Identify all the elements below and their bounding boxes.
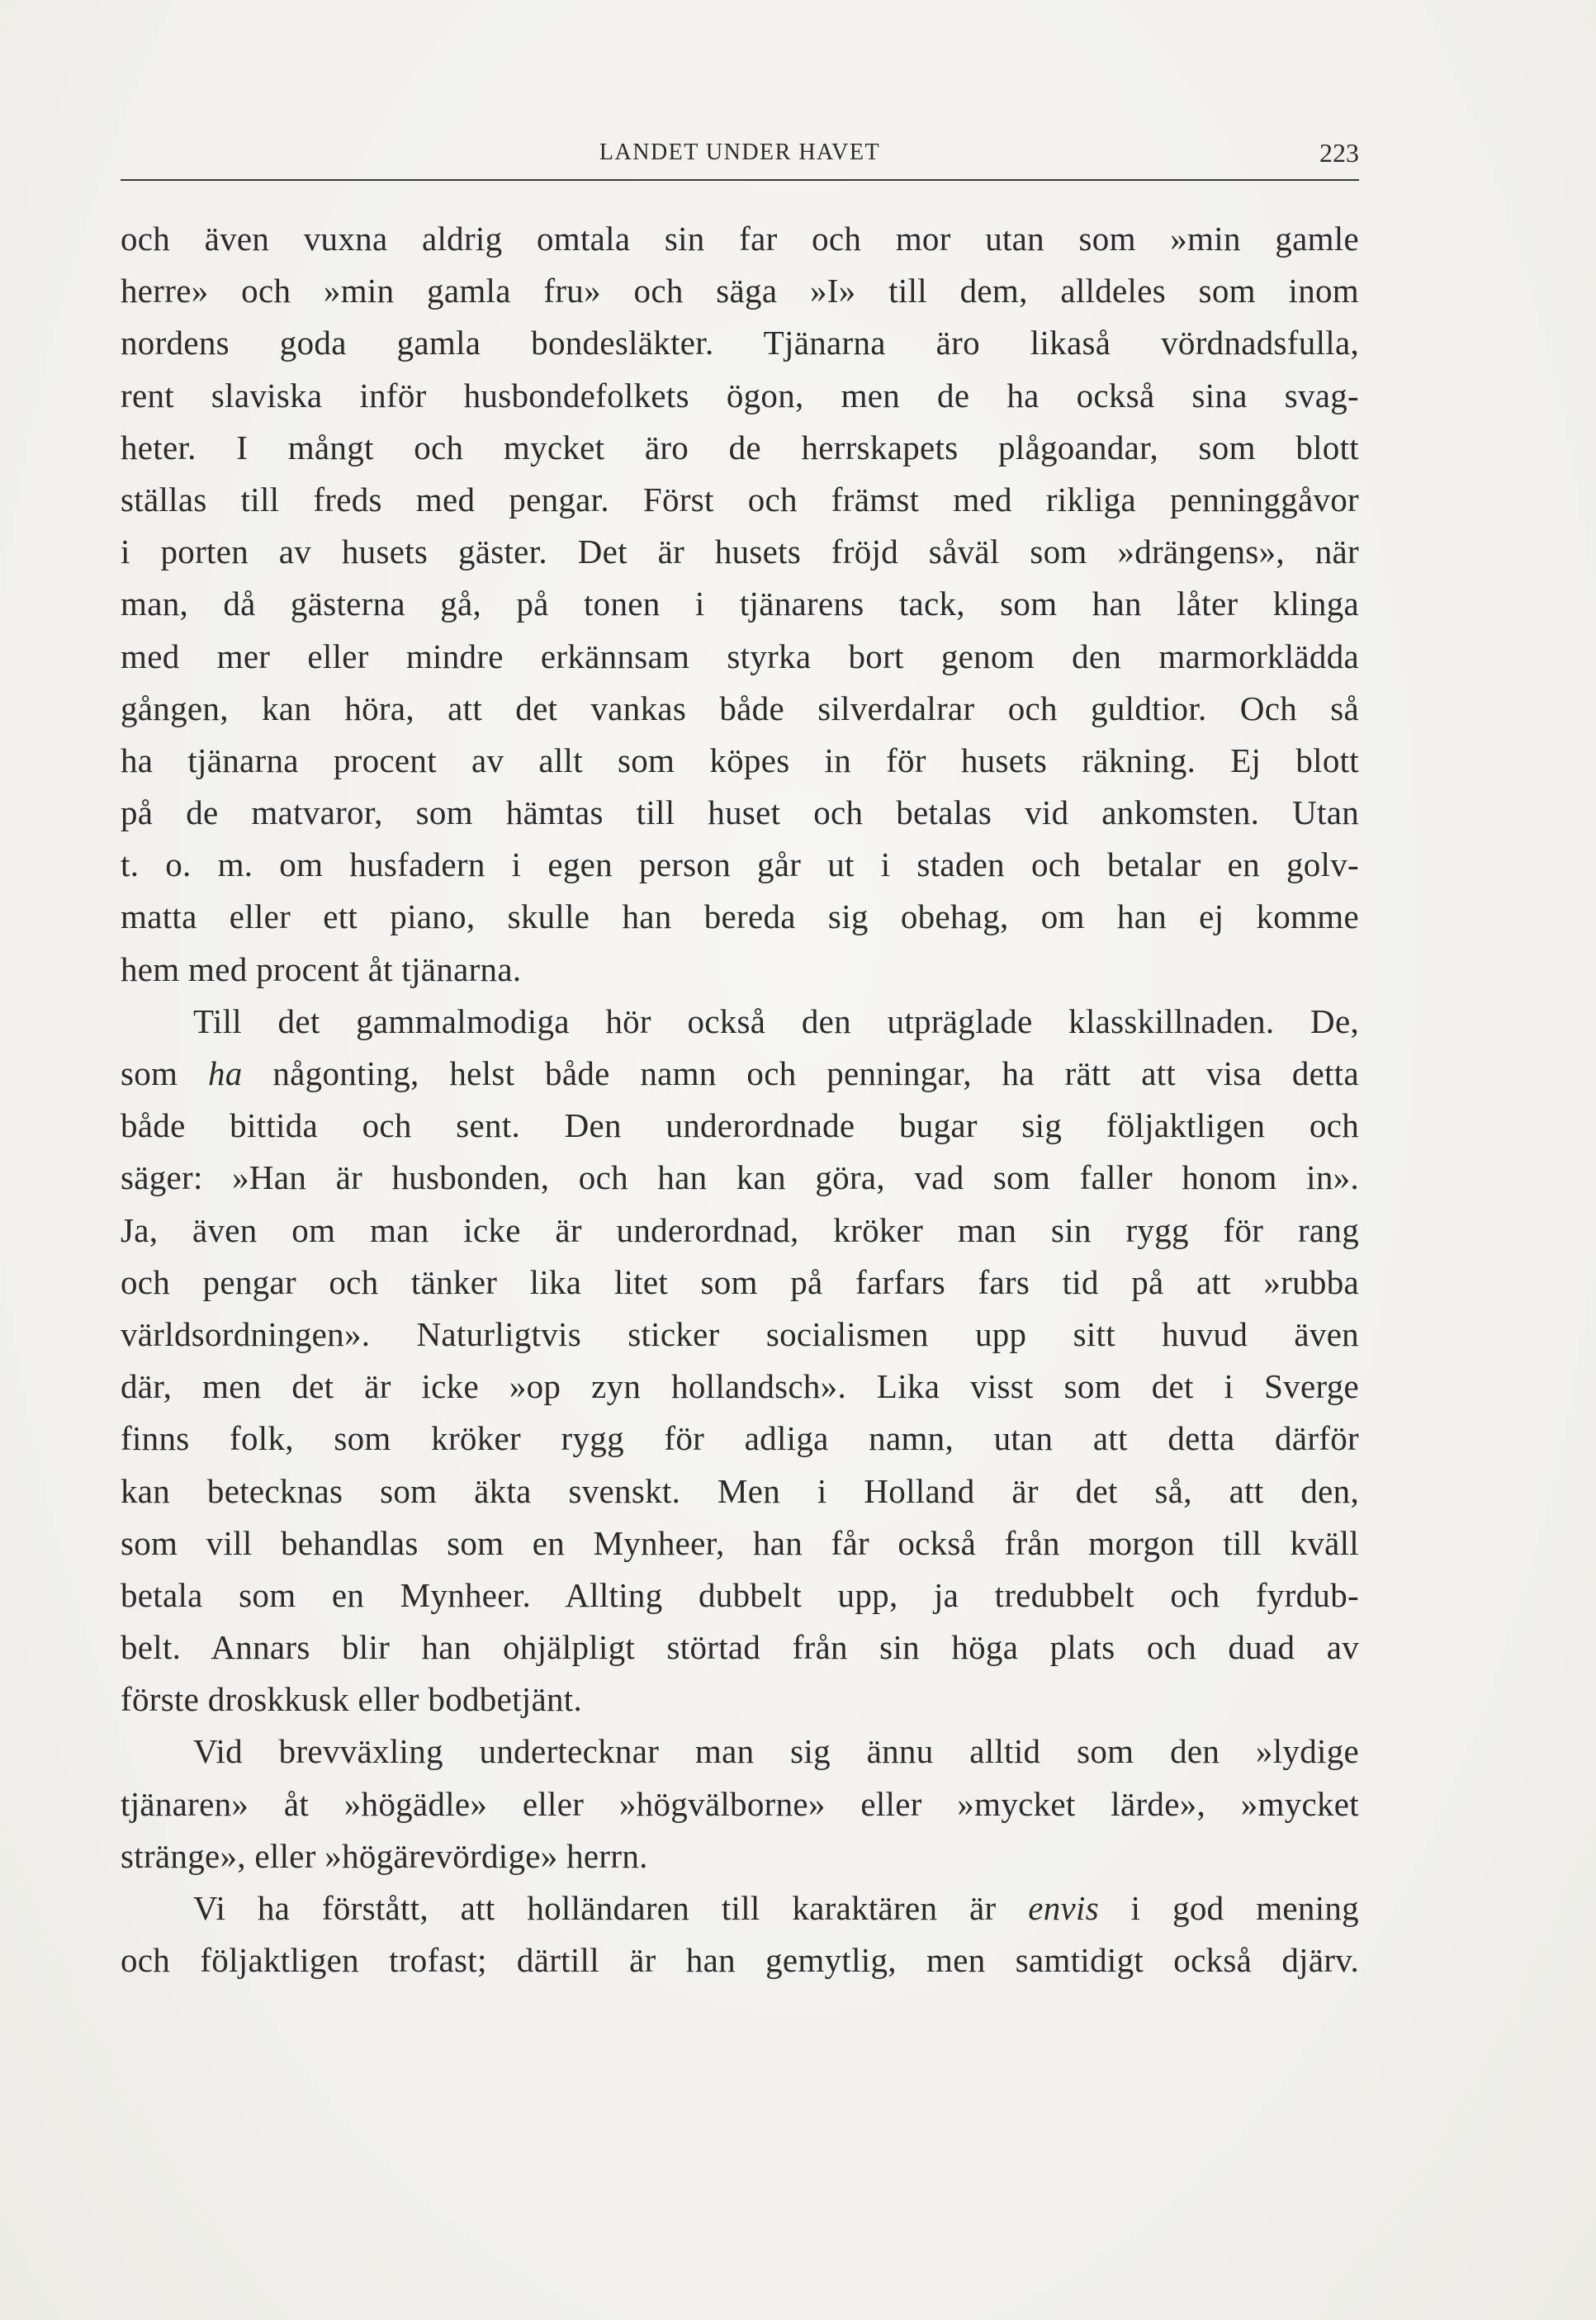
text-line (121, 1309, 1359, 1361)
text-line-content: matta eller ett piano, skulle han bereda sig obehag, om han ej komme (121, 897, 1359, 936)
text-line (121, 1778, 1359, 1830)
text-line (121, 1205, 1359, 1257)
text-line-content: och pengar och tänker lika litet som på farfars fars tid på att »rubba (121, 1262, 1359, 1301)
text-line-content: belt. Annars blir han ohjälpligt störtad från sin höga plats och duad av (121, 1628, 1359, 1667)
text-line (121, 1048, 1359, 1100)
text-line-content: heter. I mångt och mycket äro de herrskapets plågoandar, som blott (121, 428, 1359, 466)
text-line (121, 683, 1359, 735)
header-rule (121, 179, 1359, 181)
text-line (121, 1726, 1359, 1778)
text-line-content: rent slaviska inför husbondefolkets ögon, men de ha också sina svag- (121, 376, 1359, 414)
text-segment: som (121, 1054, 208, 1092)
text-line-content: gången, kan höra, att det vankas både silverdalrar och guldtior. Och så (121, 689, 1359, 727)
text-line (121, 891, 1359, 943)
text-line-content: herre» och »min gamla fru» och säga »I» till dem, alldeles som inom (121, 272, 1359, 310)
text-line-content: man, då gästerna gå, på tonen i tjänarens tack, som han låter klinga (121, 585, 1359, 623)
text-segment: i god mening (1098, 1889, 1359, 1927)
text-line (121, 213, 1359, 265)
text-line-content: ha tjänarna procent av allt som köpes in för husets räkning. Ej blott (121, 741, 1359, 779)
text-line (121, 735, 1359, 787)
text-line-content: säger: »Han är husbonden, och han kan göra, vad som faller honom in». (121, 1158, 1359, 1197)
text-line (121, 1674, 1359, 1726)
text-line (121, 787, 1359, 839)
text-line (121, 526, 1359, 578)
text-line-content: på de matvaror, som hämtas till huset och betalas vid ankomsten. Utan (121, 793, 1359, 832)
text-line-content: och även vuxna aldrig omtala sin far och mor utan som »min gamle (121, 220, 1359, 258)
text-line (121, 1413, 1359, 1465)
text-line (121, 317, 1359, 369)
text-line (121, 1622, 1359, 1674)
text-line-content: Ja, även om man icke är underordnad, kröker man sin rygg för rang (121, 1210, 1359, 1249)
text-line (121, 839, 1359, 891)
text-line-content: världsordningen». Naturligtvis sticker socialismen upp sitt huvud även (121, 1314, 1359, 1353)
text-line-content: i porten av husets gäster. Det är husets fröjd såväl som »drängens», när (121, 533, 1359, 571)
text-line (121, 474, 1359, 526)
text-line-content: kan betecknas som äkta svenskt. Men i Holland är det så, att den, (121, 1471, 1359, 1510)
text-line-content (193, 1882, 1359, 1934)
text-line (121, 1100, 1359, 1152)
text-line (121, 1934, 1359, 1986)
text-line (121, 996, 1359, 1048)
text-line-content: som vill behandlas som en Mynheer, han får också från morgon till kväll (121, 1523, 1359, 1562)
text-line-content (121, 1048, 1359, 1100)
text-line (121, 631, 1359, 683)
text-segment: någonting, helst både namn och penningar, ha rätt att visa detta (242, 1054, 1359, 1092)
emphasized-word: ha (208, 1054, 243, 1092)
page-number: 223 (1319, 138, 1359, 168)
text-line-content: där, men det är icke »op zyn hollandsch». Lika visst som det i Sverge (121, 1367, 1359, 1406)
text-line (121, 370, 1359, 422)
text-line-content: hem med procent åt tjänarna. (121, 949, 522, 988)
text-line-content: med mer eller mindre erkännsam styrka bort genom den marmorklädda (121, 637, 1359, 675)
text-line (121, 1361, 1359, 1413)
text-line (121, 422, 1359, 474)
text-line (121, 1570, 1359, 1622)
text-line-content: tjänaren» åt »högädle» eller »högvälborne» eller »mycket lärde», »mycket (121, 1784, 1359, 1823)
text-line (121, 1830, 1359, 1882)
text-line-content: och följaktligen trofast; därtill är han gemytlig, men samtidigt också djärv. (121, 1941, 1359, 1980)
text-line-content: stränge», eller »högärevördige» herrn. (121, 1836, 648, 1875)
text-line (121, 1152, 1359, 1204)
text-line (121, 578, 1359, 630)
text-line (121, 944, 1359, 996)
text-line (121, 1465, 1359, 1517)
emphasized-word: envis (1028, 1889, 1099, 1927)
text-line (121, 265, 1359, 317)
text-line (121, 1517, 1359, 1570)
running-title: LANDET UNDER HAVET (599, 140, 881, 165)
text-segment: Vi ha förstått, att holländaren till karaktären är (193, 1889, 1029, 1927)
text-line-content: Vid brevväxling undertecknar man sig ännu alltid som den »lydige (193, 1732, 1359, 1771)
text-line-content: betala som en Mynheer. Allting dubbelt upp, ja tredubbelt och fyrdub- (121, 1575, 1359, 1614)
text-line-content: finns folk, som kröker rygg för adliga namn, utan att detta därför (121, 1419, 1359, 1458)
text-line-content: förste droskkusk eller bodbetjänt. (121, 1680, 583, 1719)
text-line-content: både bittida och sent. Den underordnade bugar sig följaktligen och (121, 1106, 1359, 1145)
text-line-content: t. o. m. om husfadern i egen person går ut i staden och betalar en golv- (121, 845, 1359, 884)
running-head (121, 132, 1359, 173)
body-text (121, 213, 1359, 1986)
text-line-content: nordens goda gamla bondesläkter. Tjänarna äro likaså vördnadsfulla, (121, 324, 1359, 362)
text-line (121, 1882, 1359, 1934)
text-line-content: ställas till freds med pengar. Först och främst med rikliga penninggåvor (121, 480, 1359, 518)
text-line (121, 1257, 1359, 1309)
text-line-content: Till det gammalmodiga hör också den utpräglade klasskillnaden. De, (193, 1001, 1359, 1040)
